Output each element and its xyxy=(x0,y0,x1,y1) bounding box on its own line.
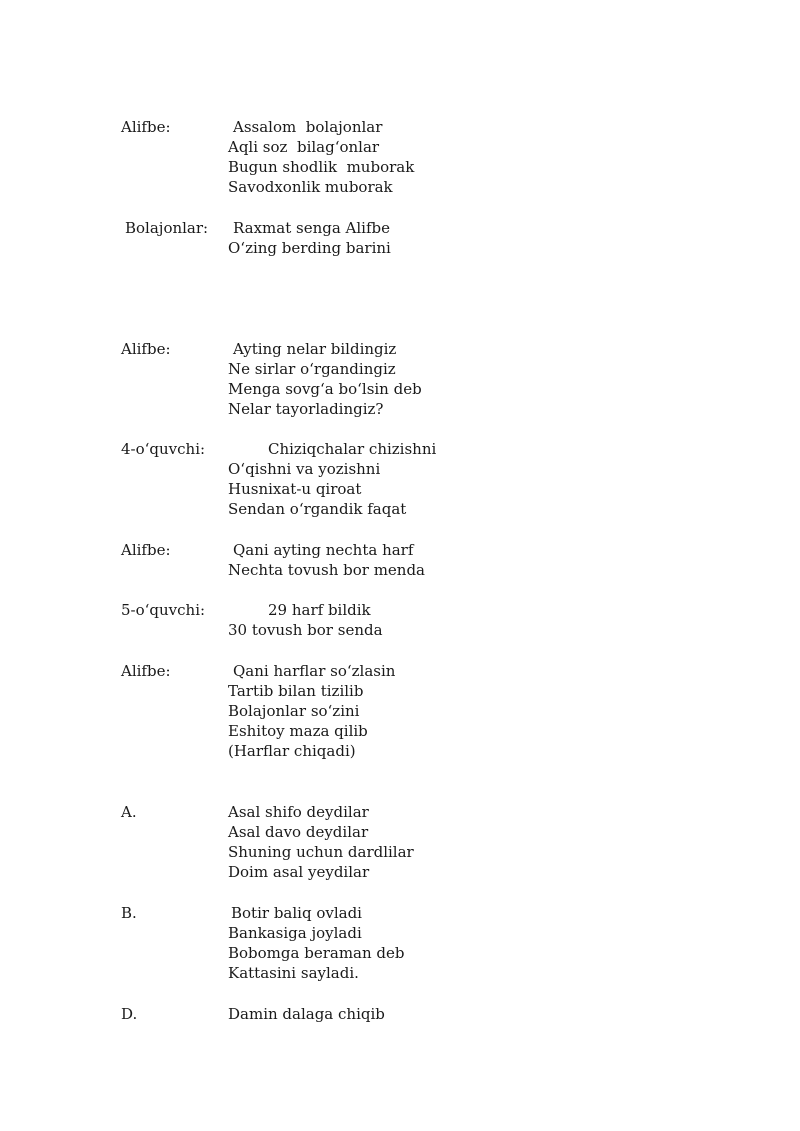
verse-marker: B. xyxy=(121,904,137,922)
verse-line: Qani ayting nechta harf xyxy=(233,541,414,559)
verse-line: Nelar tayorladingiz? xyxy=(228,400,384,418)
verse-line: Bugun shodlik muborak xyxy=(228,158,415,176)
speaker-label: Alifbe: xyxy=(121,541,171,559)
verse-line: Damin dalaga chiqib xyxy=(228,1005,385,1023)
verse-line: Raxmat senga Alifbe xyxy=(233,219,391,237)
verse-line: Assalom bolajonlar xyxy=(233,118,383,136)
verse-line: Bobomga beraman deb xyxy=(228,944,405,962)
verse-line: Chiziqchalar chizishni xyxy=(268,440,437,458)
speaker-label: Bolajonlar: xyxy=(125,219,209,237)
verse-line: Doim asal yeydilar xyxy=(228,863,370,881)
verse-marker: D. xyxy=(121,1005,138,1023)
verse-line: Tartib bilan tizilib xyxy=(228,682,364,700)
verse-line: 30 tovush bor senda xyxy=(228,621,383,639)
verse-line: (Harflar chiqadi) xyxy=(228,742,356,760)
verse-line: Eshitoy maza qilib xyxy=(228,722,368,740)
verse-line: Asal shifo deydilar xyxy=(228,803,369,821)
verse-line: Kattasini sayladi. xyxy=(228,964,359,982)
verse-line: Nechta tovush bor menda xyxy=(228,561,425,579)
speaker-label: 4-o‘quvchi: xyxy=(121,440,206,458)
speaker-label: Alifbe: xyxy=(121,340,171,358)
speaker-label: 5-o‘quvchi: xyxy=(121,601,206,619)
verse-line: Asal davo deydilar xyxy=(228,823,369,841)
verse-line: Husnixat-u qiroat xyxy=(228,480,362,498)
verse-line: Ne sirlar o‘rgandingiz xyxy=(228,360,396,378)
verse-line: Bankasiga joyladi xyxy=(228,924,362,942)
verse-line: Menga sovg‘a bo‘lsin deb xyxy=(228,380,422,398)
verse-line: Bolajonlar so‘zini xyxy=(228,702,360,720)
verse-line: Savodxonlik muborak xyxy=(228,178,393,196)
verse-line: Aqli soz bilag‘onlar xyxy=(228,138,380,156)
verse-line: 29 harf bildik xyxy=(268,601,371,619)
verse-line: O‘qishni va yozishni xyxy=(228,460,381,478)
verse-marker: A. xyxy=(121,803,137,821)
verse-line: Sendan o‘rgandik faqat xyxy=(228,500,407,518)
speaker-label: Alifbe: xyxy=(121,662,171,680)
verse-line: Botir baliq ovladi xyxy=(231,904,362,922)
verse-line: Ayting nelar bildingiz xyxy=(233,340,397,358)
speaker-label: Alifbe: xyxy=(121,118,171,136)
verse-line: Shuning uchun dardlilar xyxy=(228,843,414,861)
verse-line: Qani harflar so‘zlasin xyxy=(233,662,396,680)
verse-line: O‘zing berding barini xyxy=(228,239,391,257)
